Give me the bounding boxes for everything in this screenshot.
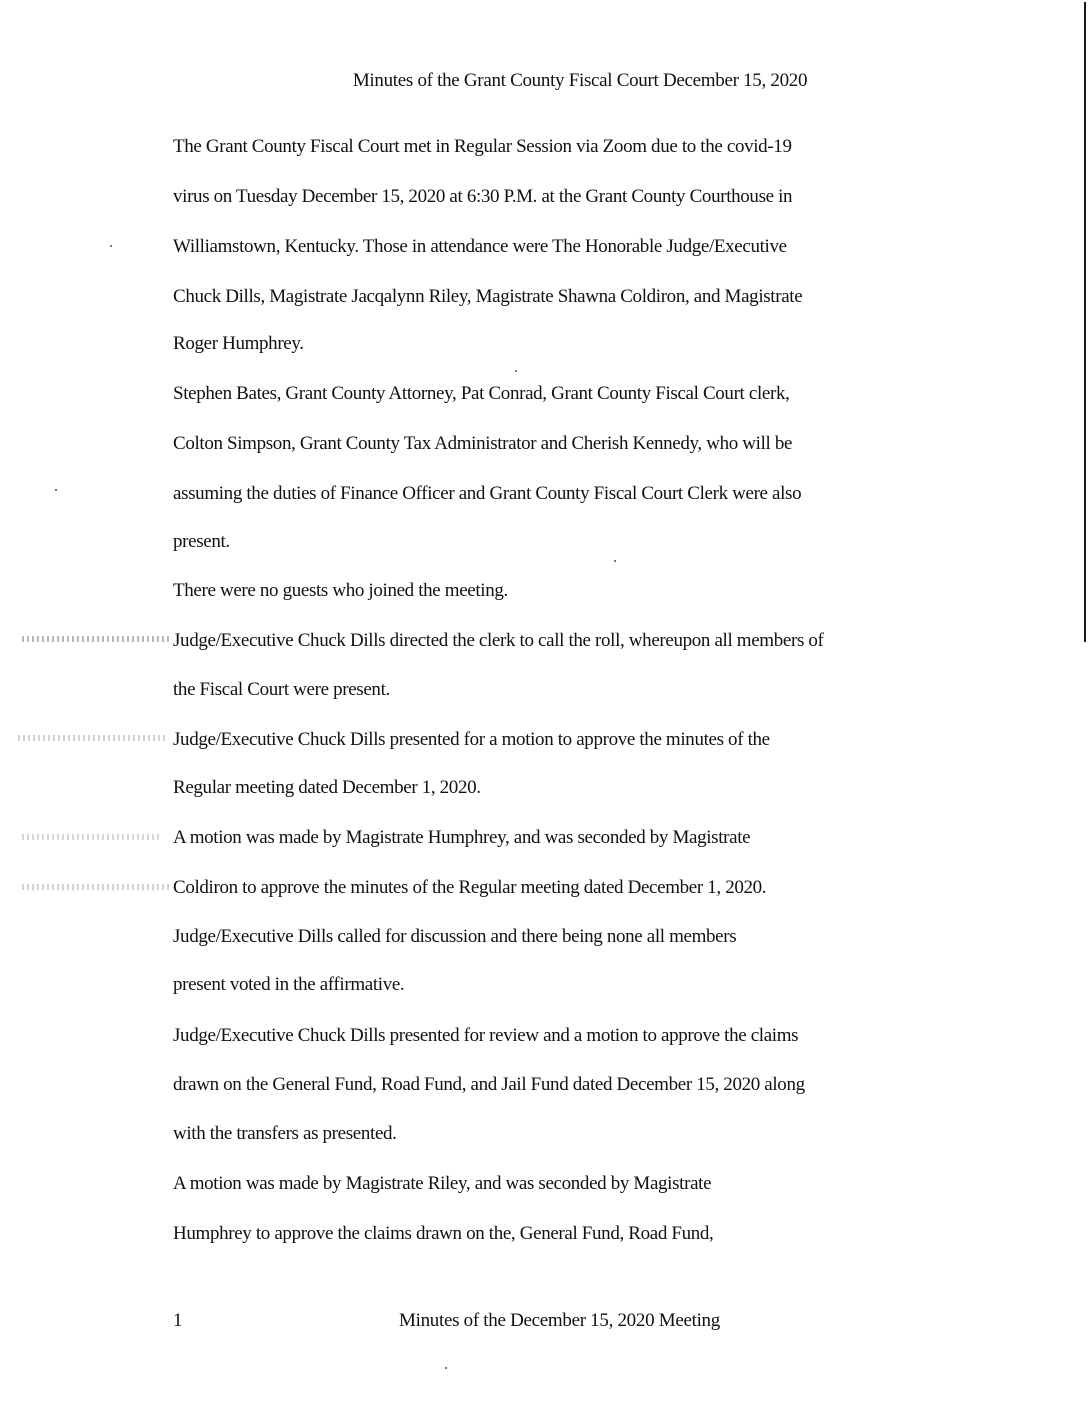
body-line: A motion was made by Magistrate Riley, and was seconded by Magistrate <box>173 1173 712 1194</box>
body-line: drawn on the General Fund, Road Fund, and Jail Fund dated December 15, 2020 along <box>173 1074 805 1095</box>
scan-speck <box>110 245 112 247</box>
body-line: The Grant County Fiscal Court met in Regular Session via Zoom due to the covid-19 <box>173 136 792 157</box>
body-line: virus on Tuesday December 15, 2020 at 6:30 P.M. at the Grant County Courthouse in <box>173 186 793 207</box>
body-line: Judge/Executive Chuck Dills presented for a motion to approve the minutes of the <box>173 729 770 750</box>
body-line: Humphrey to approve the claims drawn on the, General Fund, Road Fund, <box>173 1223 714 1244</box>
body-line: Chuck Dills, Magistrate Jacqalynn Riley, Magistrate Shawna Coldiron, and Magistrate <box>173 286 803 307</box>
scan-edge-line <box>1084 2 1086 642</box>
body-line: A motion was made by Magistrate Humphrey, and was seconded by Magistrate <box>173 827 751 848</box>
scan-speck <box>445 1367 447 1369</box>
body-line: assuming the duties of Finance Officer and Grant County Fiscal Court Clerk were also <box>173 483 802 504</box>
body-line: Regular meeting dated December 1, 2020. <box>173 777 481 798</box>
body-line: with the transfers as presented. <box>173 1123 397 1144</box>
scan-speck <box>55 489 57 491</box>
page-number: 1 <box>173 1310 183 1331</box>
body-line: the Fiscal Court were present. <box>173 679 390 700</box>
body-line: present voted in the affirmative. <box>173 974 405 995</box>
body-line: Stephen Bates, Grant County Attorney, Pat Conrad, Grant County Fiscal Court clerk, <box>173 383 790 404</box>
page-header-title: Minutes of the Grant County Fiscal Court December 15, 2020 <box>352 70 808 91</box>
scan-noise <box>22 884 170 890</box>
scan-speck <box>515 370 517 372</box>
body-line: Colton Simpson, Grant County Tax Administrator and Cherish Kennedy, who will be <box>173 433 793 454</box>
footer-title: Minutes of the December 15, 2020 Meeting <box>399 1310 720 1331</box>
scan-noise <box>18 735 168 741</box>
scan-noise <box>22 636 172 642</box>
body-line: There were no guests who joined the meeting. <box>173 580 508 601</box>
body-line: Judge/Executive Dills called for discussion and there being none all members <box>173 926 737 947</box>
body-line: Roger Humphrey. <box>173 333 304 354</box>
body-line: Williamstown, Kentucky. Those in attendance were The Honorable Judge/Executive <box>173 236 787 257</box>
body-line: Judge/Executive Chuck Dills directed the clerk to call the roll, whereupon all members of <box>173 630 824 651</box>
scan-noise <box>22 834 162 840</box>
body-line: present. <box>173 531 230 552</box>
body-line: Judge/Executive Chuck Dills presented for review and a motion to approve the claims <box>173 1025 799 1046</box>
scan-speck <box>614 560 616 562</box>
body-line: Coldiron to approve the minutes of the Regular meeting dated December 1, 2020. <box>173 877 767 898</box>
